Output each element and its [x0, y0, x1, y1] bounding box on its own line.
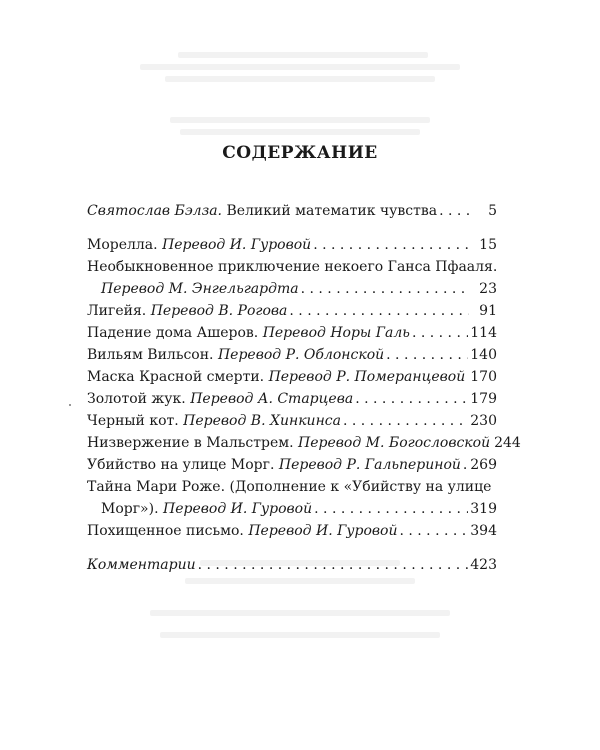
- toc-entry[interactable]: [87, 344, 497, 366]
- toc-entry-intro[interactable]: [87, 200, 497, 222]
- toc-entry-title: Черный кот.: [87, 413, 179, 429]
- bleed-through-line: [140, 64, 460, 70]
- toc-entry-translator: Перевод В. Рогова: [150, 303, 288, 319]
- toc-entry-page: 170: [470, 369, 497, 385]
- table-of-contents: [87, 200, 521, 576]
- toc-entry[interactable]: [87, 476, 497, 520]
- dot-leader: [355, 388, 468, 410]
- toc-entry-translator: Перевод А. Старцева: [190, 391, 354, 407]
- toc-entry[interactable]: [87, 410, 497, 432]
- toc-entry-page: 23: [479, 281, 497, 297]
- toc-entry-translator: Перевод Р. Гальпериной: [278, 457, 461, 473]
- toc-entry-page: 179: [470, 391, 497, 407]
- toc-entry-page: 5: [488, 203, 497, 219]
- dot-leader: [289, 300, 469, 322]
- toc-entry[interactable]: [87, 520, 497, 542]
- toc-entry-title: Морелла.: [87, 237, 158, 253]
- bleed-through-line: [165, 76, 435, 82]
- toc-entry-translator: Перевод И. Гуровой: [162, 237, 312, 253]
- dot-leader: [463, 454, 468, 476]
- toc-entry-title: Похищенное письмо.: [87, 523, 244, 539]
- toc-entry-translator: Перевод В. Хинкинса: [183, 413, 341, 429]
- toc-entry-page: 423: [470, 557, 497, 573]
- toc-entry[interactable]: [87, 388, 497, 410]
- toc-entry[interactable]: [87, 234, 497, 256]
- toc-entry-title: Золотой жук.: [87, 391, 186, 407]
- toc-entry-comments[interactable]: [87, 554, 497, 576]
- toc-entry-page: 244: [494, 435, 521, 451]
- dot-leader: [386, 344, 468, 366]
- margin-speck: [69, 404, 71, 406]
- toc-entry-translator: Перевод Норы Галь: [262, 325, 410, 341]
- toc-entry-translator: Перевод М. Богословской: [298, 435, 491, 451]
- bleed-through-line: [180, 129, 420, 135]
- dot-leader: [198, 554, 469, 576]
- dot-leader: [399, 520, 468, 542]
- toc-entry-title: Необыкновенное приключение некоего Ганса Пфааля.: [87, 259, 498, 275]
- toc-entry[interactable]: [87, 454, 497, 476]
- toc-entry-title-cont: Морг»).: [101, 501, 159, 517]
- toc-entry-page: 394: [470, 523, 497, 539]
- dot-leader: [467, 366, 468, 388]
- toc-entry[interactable]: [87, 300, 497, 322]
- toc-entry-text: [87, 200, 437, 222]
- toc-entry-title: Тайна Мари Роже. (Дополнение к «Убийству на улице: [87, 479, 492, 495]
- toc-entry-author: Святослав Бэлза.: [87, 203, 223, 219]
- toc-entry-page: 319: [470, 501, 497, 517]
- toc-entry-page: 140: [470, 347, 497, 363]
- toc-entry-title: Комментарии: [87, 557, 196, 573]
- dot-leader: [301, 278, 469, 300]
- bleed-through-line: [178, 52, 428, 58]
- toc-entry-translator: Перевод М. Энгельгардта: [101, 281, 299, 297]
- toc-entry-title: Маска Красной смерти.: [87, 369, 265, 385]
- toc-entry[interactable]: [87, 432, 521, 454]
- toc-entry-page: 114: [470, 325, 497, 341]
- bleed-through-line: [150, 610, 450, 616]
- dot-leader: [313, 234, 469, 256]
- toc-entry-translator: Перевод И. Гуровой: [163, 501, 313, 517]
- toc-entry-title: Низвержение в Мальстрем.: [87, 435, 294, 451]
- toc-entry-title: Убийство на улице Морг.: [87, 457, 275, 473]
- bleed-through-line: [185, 578, 415, 584]
- dot-leader: [439, 200, 469, 222]
- bleed-through-line: [160, 632, 440, 638]
- page-title: СОДЕРЖАНИЕ: [222, 143, 378, 163]
- toc-entry-translator: Перевод Р. Померанцевой: [268, 369, 466, 385]
- toc-entry-page: 91: [479, 303, 497, 319]
- toc-entry-translator: Перевод Р. Облонской: [217, 347, 385, 363]
- toc-entry-translator: Перевод И. Гуровой: [248, 523, 398, 539]
- toc-entry-title: Падение дома Ашеров.: [87, 325, 259, 341]
- toc-entry-page: 15: [479, 237, 497, 253]
- toc-entry-title: Вильям Вильсон.: [87, 347, 214, 363]
- bleed-through-line: [170, 117, 430, 123]
- toc-entry[interactable]: [87, 366, 497, 388]
- toc-entry-page: 269: [470, 457, 497, 473]
- dot-leader: [314, 498, 468, 520]
- toc-entry-title: Великий математик чувства: [226, 203, 438, 219]
- toc-entry[interactable]: [87, 256, 497, 300]
- toc-entry[interactable]: [87, 322, 497, 344]
- dot-leader: [412, 322, 468, 344]
- toc-entry-page: 230: [470, 413, 497, 429]
- toc-entry-title: Лигейя.: [87, 303, 147, 319]
- dot-leader: [343, 410, 468, 432]
